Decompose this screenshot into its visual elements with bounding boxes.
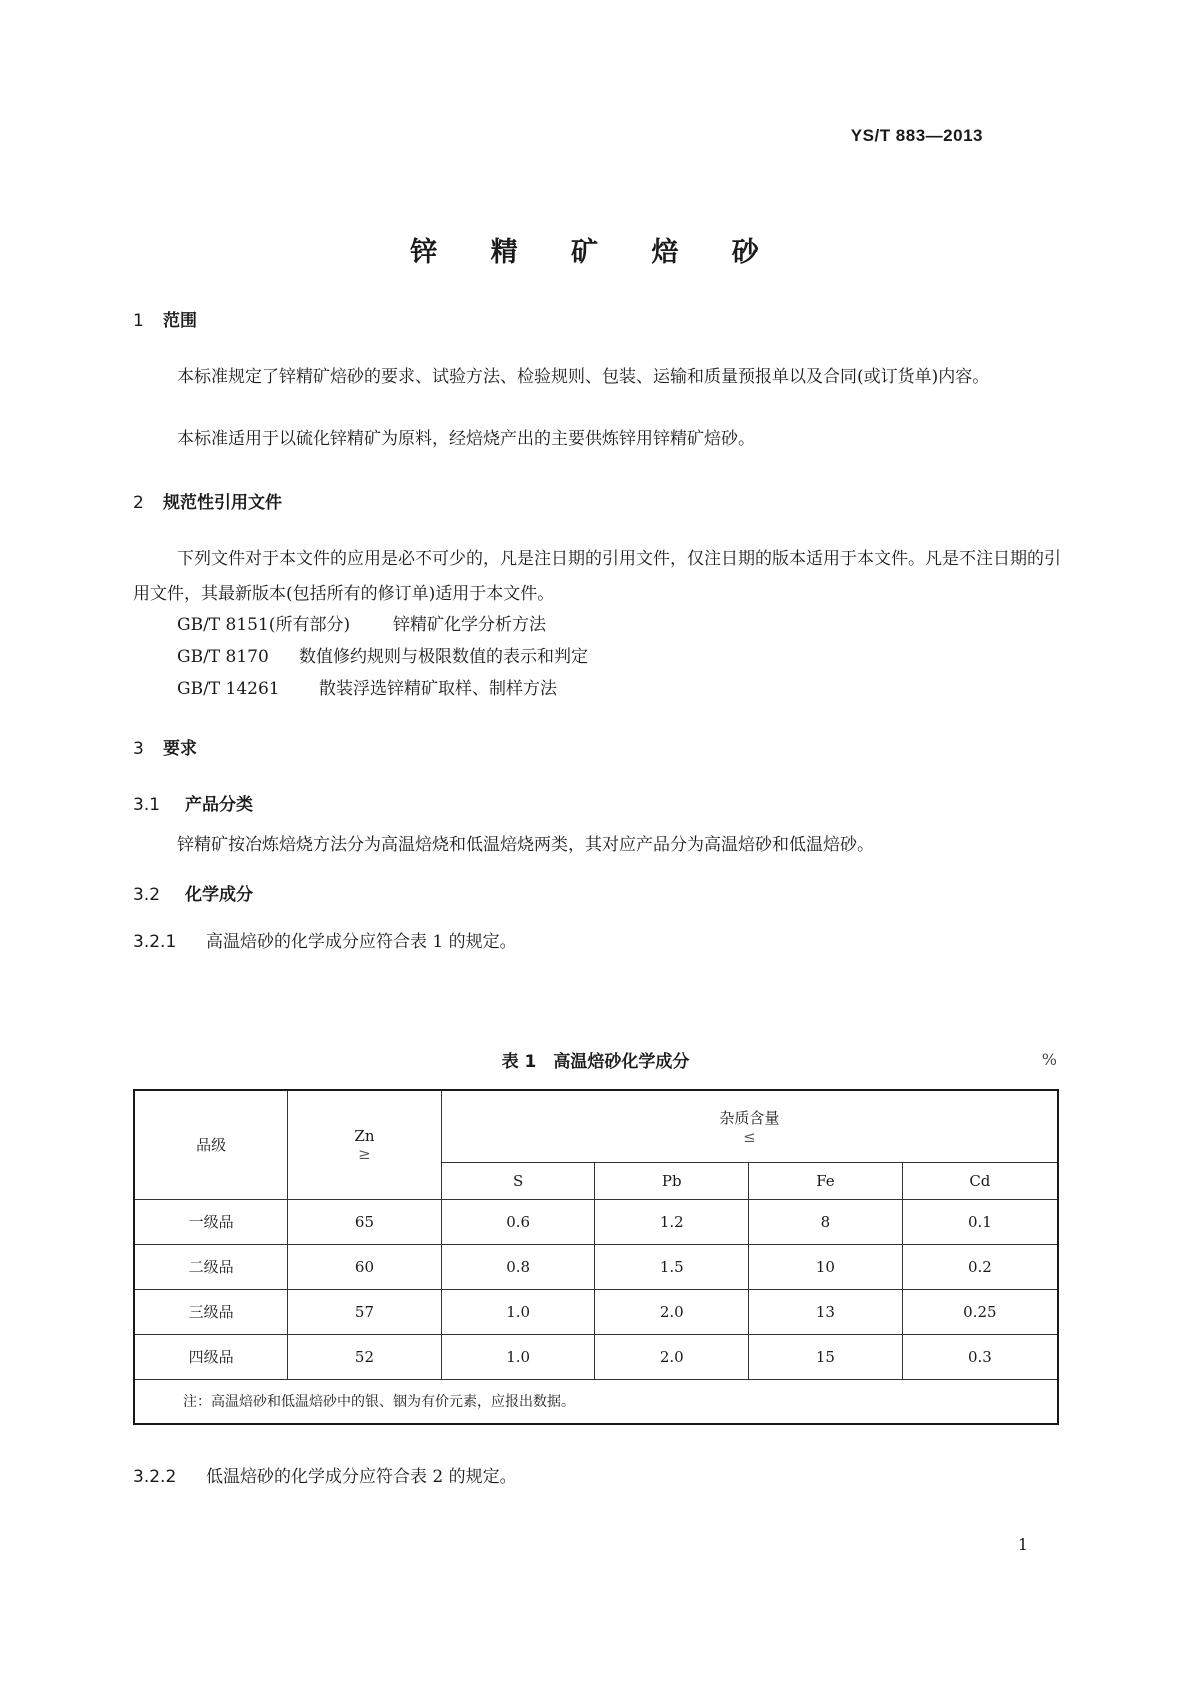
section-title: 要求: [163, 739, 197, 759]
reference-code: GB/T 14261: [177, 679, 280, 699]
cell-cd: 0.2: [902, 1244, 1058, 1289]
cell-fe: 15: [749, 1334, 903, 1379]
reference-item: [177, 610, 546, 635]
section-title: 范围: [163, 311, 197, 331]
cell-cd: 0.3: [902, 1334, 1058, 1379]
section-1-heading: [133, 306, 197, 331]
cell-cd: 0.25: [902, 1289, 1058, 1334]
section-3-2-2: [133, 1462, 517, 1487]
header-s: S: [441, 1162, 595, 1199]
section-number: 1: [133, 311, 144, 331]
table-note-row: [134, 1379, 1058, 1424]
section-2-heading: [133, 488, 282, 513]
reference-code: GB/T 8151(所有部分): [177, 615, 351, 635]
section-text: 高温焙砂的化学成分应符合表 1 的规定。: [206, 932, 517, 952]
reference-item: [177, 642, 588, 667]
page-number: 1: [1017, 1535, 1028, 1554]
header-impurity: [441, 1090, 1058, 1162]
cell-grade: 三级品: [134, 1289, 288, 1334]
section-3-heading: [133, 734, 197, 759]
header-zn: [288, 1090, 442, 1199]
header-zn-symbol: ≥: [358, 1144, 371, 1163]
table-row: [134, 1199, 1058, 1244]
section-title: 规范性引用文件: [163, 493, 282, 513]
cell-pb: 1.2: [595, 1199, 749, 1244]
reference-name: 散装浮选锌精矿取样、制样方法: [319, 679, 557, 699]
cell-grade: 一级品: [134, 1199, 288, 1244]
header-impurity-symbol: ≤: [743, 1127, 756, 1146]
cell-zn: 60: [288, 1244, 442, 1289]
cell-s: 0.8: [441, 1244, 595, 1289]
cell-grade: 二级品: [134, 1244, 288, 1289]
cell-s: 1.0: [441, 1334, 595, 1379]
section-number: 2: [133, 493, 144, 513]
cell-fe: 10: [749, 1244, 903, 1289]
section-3-2-1: [133, 927, 517, 952]
header-fe: Fe: [749, 1162, 903, 1199]
cell-pb: 2.0: [595, 1289, 749, 1334]
cell-pb: 2.0: [595, 1334, 749, 1379]
header-grade: 品级: [134, 1090, 288, 1199]
section-number: 3: [133, 739, 144, 759]
table-unit: %: [1041, 1050, 1057, 1069]
cell-zn: 52: [288, 1334, 442, 1379]
cell-s: 0.6: [441, 1199, 595, 1244]
table-caption: 表 1 高温焙砂化学成分: [501, 1052, 690, 1072]
section-number: 3.2.1: [133, 932, 177, 952]
standard-number: YS/T 883—2013: [850, 126, 983, 145]
chemical-composition-table: [133, 1089, 1059, 1425]
section-text: 低温焙砂的化学成分应符合表 2 的规定。: [206, 1467, 517, 1487]
cell-pb: 1.5: [595, 1244, 749, 1289]
cell-s: 1.0: [441, 1289, 595, 1334]
table-row: [134, 1289, 1058, 1334]
cell-zn: 65: [288, 1199, 442, 1244]
document-title: 锌 精 矿 焙 砂: [410, 237, 781, 268]
header-cd: Cd: [902, 1162, 1058, 1199]
section-3-1-para: 锌精矿按冶炼焙烧方法分为高温焙烧和低温焙烧两类，其对应产品分为高温焙砂和低温焙砂。: [177, 835, 874, 855]
table-header-row: [134, 1090, 1058, 1162]
cell-grade: 四级品: [134, 1334, 288, 1379]
section-title: 产品分类: [185, 795, 253, 815]
header-zn-label: Zn: [354, 1126, 375, 1145]
section-3-2-heading: [133, 880, 253, 905]
section-2-para-1: 下列文件对于本文件的应用是必不可少的，凡是注日期的引用文件，仅注日期的版本适用于本文件。凡是不注日期的引用文件，其最新版本(包括所有的修订单)适用于本文件。: [133, 549, 1061, 604]
cell-zn: 57: [288, 1289, 442, 1334]
reference-item: [177, 674, 557, 699]
section-number: 3.2.2: [133, 1467, 177, 1487]
section-number: 3.2: [133, 885, 161, 905]
section-title: 化学成分: [185, 885, 253, 905]
section-1-para-2: 本标准适用于以硫化锌精矿为原料，经焙烧产出的主要供炼锌用锌精矿焙砂。: [177, 429, 755, 449]
section-3-1-heading: [133, 790, 253, 815]
reference-name: 数值修约规则与极限数值的表示和判定: [299, 647, 588, 667]
section-number: 3.1: [133, 795, 161, 815]
cell-fe: 13: [749, 1289, 903, 1334]
header-impurity-label: 杂质含量: [719, 1108, 780, 1127]
header-pb: Pb: [595, 1162, 749, 1199]
reference-code: GB/T 8170: [177, 647, 269, 667]
table-note: 注：高温焙砂和低温焙砂中的银、铟为有价元素，应报出数据。: [134, 1379, 1058, 1424]
section-1-para-1: 本标准规定了锌精矿焙砂的要求、试验方法、检验规则、包装、运输和质量预报单以及合同(或订货单)内容。: [177, 367, 990, 387]
cell-cd: 0.1: [902, 1199, 1058, 1244]
table-row: [134, 1334, 1058, 1379]
reference-name: 锌精矿化学分析方法: [393, 615, 546, 635]
cell-fe: 8: [749, 1199, 903, 1244]
table-row: [134, 1244, 1058, 1289]
